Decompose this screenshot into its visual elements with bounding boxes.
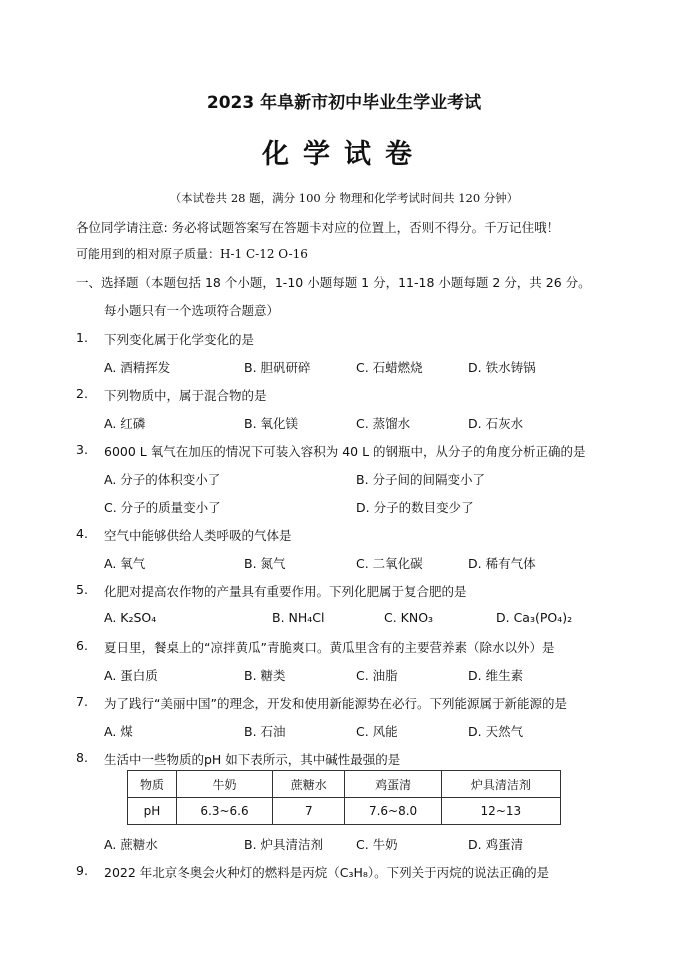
question-number: 6. [76, 638, 88, 653]
question-text: 生活中一些物质的pH 如下表所示，其中碱性最强的是 [104, 752, 401, 767]
question-number: 3. [76, 442, 88, 457]
question-number: 8. [76, 750, 88, 765]
option-d: D. 维生素 [468, 668, 524, 683]
option-a: A. 红磷 [104, 416, 146, 431]
table-cell: 炉具清洁剂 [441, 771, 560, 798]
table-cell: 牛奶 [176, 771, 272, 798]
option-c: C. 二氧化碳 [356, 556, 423, 571]
option-a: A. 蔗糖水 [104, 837, 158, 852]
question-number: 2. [76, 386, 88, 401]
option-c: C. KNO₃ [384, 610, 434, 625]
option-b: B. 胆矾研碎 [244, 360, 311, 375]
table-cell: pH [128, 798, 177, 825]
section-heading: 一、选择题（本题包括 18 个小题，1-10 小题每题 1 分，11-18 小题每题 2 分，共 26 分。 [76, 275, 591, 290]
question-number: 5. [76, 582, 88, 597]
section-heading-cont: 每小题只有一个选项符合题意） [104, 303, 280, 318]
question-text: 下列物质中，属于混合物的是 [104, 388, 267, 403]
table-cell: 鸡蛋清 [345, 771, 441, 798]
option-a: A. 蛋白质 [104, 668, 158, 683]
option-d: D. 鸡蛋清 [468, 837, 524, 852]
option-d: D. Ca₃(PO₄)₂ [496, 610, 573, 625]
question-number: 7. [76, 694, 88, 709]
option-b: B. NH₄Cl [272, 610, 325, 625]
table-cell: 7.6~8.0 [345, 798, 441, 825]
option-c: C. 分子的质量变小了 [104, 500, 221, 515]
option-c: C. 牛奶 [356, 837, 398, 852]
option-a: A. K₂SO₄ [104, 610, 157, 625]
paper-title: 化学试卷 [262, 139, 426, 170]
table-cell: 12~13 [441, 798, 560, 825]
table-header-row [128, 771, 561, 798]
option-b: B. 糖类 [244, 668, 286, 683]
option-d: D. 稀有气体 [468, 556, 536, 571]
question-text: 夏日里，餐桌上的“凉拌黄瓜”青脆爽口。黄瓜里含有的主要营养素（除水以外）是 [104, 640, 555, 655]
question-text: 化肥对提高农作物的产量具有重要作用。下列化肥属于复合肥的是 [104, 584, 467, 599]
table-row [128, 798, 561, 825]
option-b: B. 氧化镁 [244, 416, 299, 431]
question-text: 为了践行“美丽中国”的理念，开发和使用新能源势在必行。下列能源属于新能源的是 [104, 696, 567, 711]
table-cell: 蔗糖水 [273, 771, 345, 798]
option-c: C. 油脂 [356, 668, 398, 683]
option-d: D. 天然气 [468, 724, 524, 739]
table-cell: 7 [273, 798, 345, 825]
question-number: 1. [76, 330, 88, 345]
option-b: B. 石油 [244, 724, 286, 739]
notice-text: 各位同学请注意: 务必将试题答案写在答题卡对应的位置上，否则不得分。千万记住哦！ [76, 220, 560, 235]
ph-table [127, 770, 561, 825]
option-c: C. 风能 [356, 724, 398, 739]
table-cell: 6.3~6.6 [176, 798, 272, 825]
option-a: A. 煤 [104, 724, 133, 739]
option-b: B. 分子间的间隔变小了 [356, 472, 486, 487]
atomic-masses: 可能用到的相对原子质量：H-1 C-12 O-16 [76, 247, 308, 261]
option-d: D. 分子的数目变少了 [356, 500, 474, 515]
question-text: 下列变化属于化学变化的是 [104, 332, 255, 347]
option-a: A. 氧气 [104, 556, 146, 571]
option-c: C. 蒸馏水 [356, 416, 411, 431]
question-number: 9. [76, 863, 88, 878]
option-d: D. 石灰水 [468, 416, 524, 431]
option-b: B. 氮气 [244, 556, 286, 571]
option-c: C. 石蜡燃烧 [356, 360, 423, 375]
option-a: A. 分子的体积变小了 [104, 472, 221, 487]
question-text: 空气中能够供给人类呼吸的气体是 [104, 528, 292, 543]
exam-title: 2023 年阜新市初中毕业生学业考试 [206, 93, 482, 113]
option-a: A. 酒精挥发 [104, 360, 171, 375]
question-text: 6000 L 氧气在加压的情况下可装入容积为 40 L 的钢瓶中，从分子的角度分析正确的是 [104, 444, 586, 459]
option-b: B. 炉具清洁剂 [244, 837, 324, 852]
option-d: D. 铁水铸锅 [468, 360, 536, 375]
table-cell: 物质 [128, 771, 177, 798]
question-number: 4. [76, 526, 88, 541]
exam-note: （本试卷共 28 题，满分 100 分 物理和化学考试时间共 120 分钟） [169, 191, 519, 205]
question-text: 2022 年北京冬奥会火种灯的燃料是丙烷（C₃H₈）。下列关于丙烷的说法正确的是 [104, 865, 550, 880]
